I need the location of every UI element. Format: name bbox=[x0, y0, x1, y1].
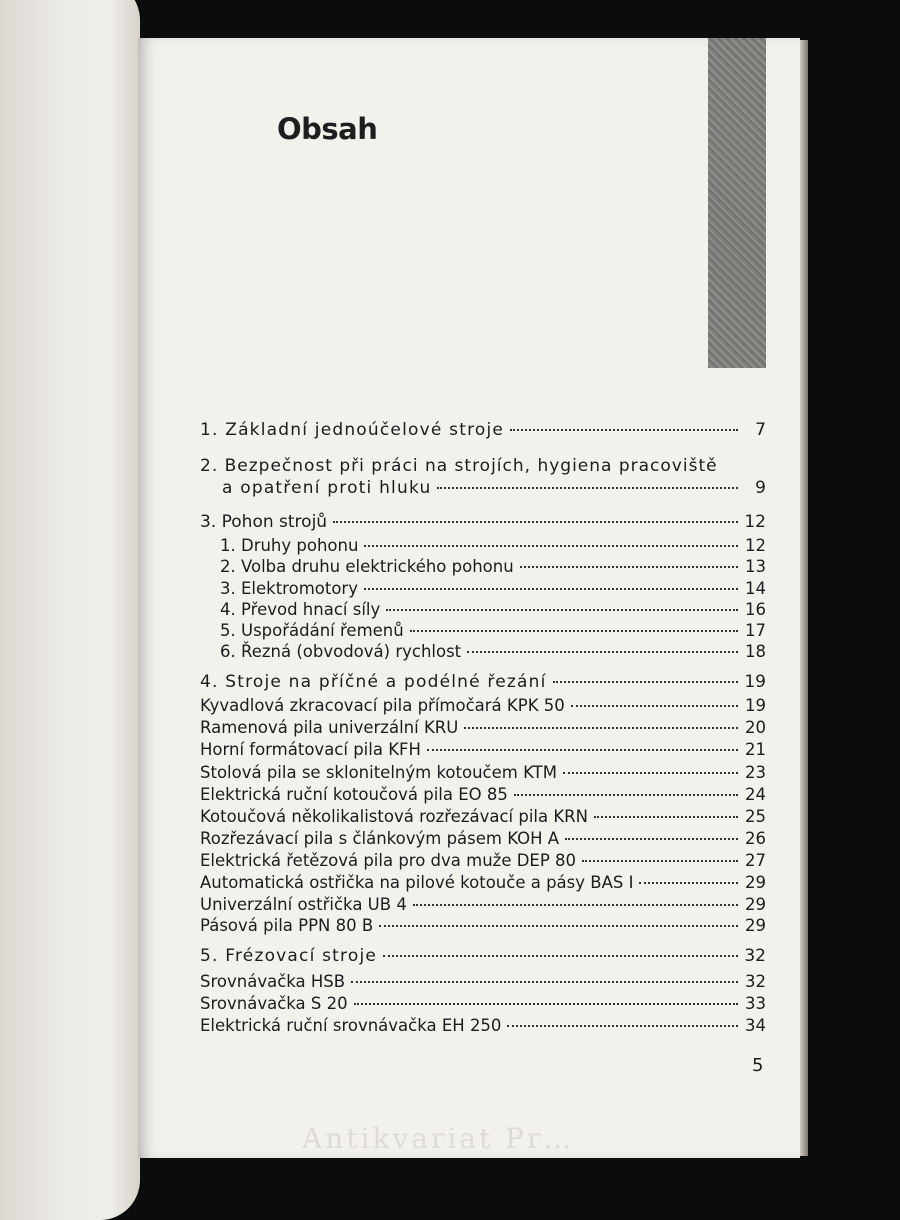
toc-entry-label: Pásová pila PPN 80 B bbox=[200, 916, 374, 935]
toc-entry-page: 27 bbox=[745, 851, 766, 870]
toc-entry[interactable] bbox=[222, 478, 766, 498]
toc-entry-label[interactable]: 2. Bezpečnost při práci na strojích, hygiena pracoviště bbox=[200, 456, 718, 476]
leader-dots bbox=[510, 428, 738, 431]
leader-dots bbox=[386, 608, 738, 611]
toc-entry-label: 5. Frézovací stroje bbox=[200, 946, 378, 966]
toc-entry-label: 6. Řezná (obvodová) rychlost bbox=[220, 642, 462, 661]
thumb-index-tab bbox=[708, 38, 766, 368]
toc-entry-page: 32 bbox=[744, 946, 766, 966]
leader-dots bbox=[514, 793, 738, 796]
toc-entry[interactable] bbox=[200, 420, 766, 440]
toc-entry-label: Horní formátovací pila KFH bbox=[200, 740, 421, 759]
toc-entry-label: Stolová pila se sklonitelným kotoučem KTM bbox=[200, 763, 557, 782]
toc-entry-label: 5. Uspořádání řemenů bbox=[220, 621, 404, 640]
leader-dots bbox=[354, 1002, 738, 1005]
toc-subentry[interactable] bbox=[200, 873, 766, 892]
toc-subentry[interactable] bbox=[200, 807, 766, 826]
toc-subentry[interactable] bbox=[200, 1016, 766, 1035]
toc-entry-page: 23 bbox=[745, 763, 766, 782]
toc-entry-label: Elektrická ruční srovnávačka EH 250 bbox=[200, 1016, 502, 1035]
toc-entry[interactable] bbox=[200, 672, 766, 692]
leader-dots bbox=[364, 544, 738, 547]
page-title: Obsah bbox=[277, 112, 378, 146]
toc-subentry[interactable] bbox=[200, 994, 766, 1013]
toc-entry-label: Rozřezávací pila s článkovým pásem KOH A bbox=[200, 829, 560, 848]
toc-entry-label: Elektrická řetězová pila pro dva muže DEP 80 bbox=[200, 851, 577, 870]
toc-entry-page: 9 bbox=[755, 478, 766, 498]
leader-dots bbox=[437, 486, 738, 489]
toc-subentry[interactable] bbox=[200, 718, 766, 737]
toc-entry[interactable] bbox=[200, 946, 766, 966]
toc-entry-page: 18 bbox=[745, 642, 766, 661]
toc-entry-page: 19 bbox=[744, 672, 766, 692]
toc-entry-page: 26 bbox=[745, 829, 766, 848]
toc-entry-label: Elektrická ruční kotoučová pila EO 85 bbox=[200, 785, 508, 804]
leader-dots bbox=[563, 771, 738, 774]
toc-subentry[interactable] bbox=[200, 763, 766, 782]
toc-entry-label: 3. Elektromotory bbox=[220, 579, 358, 598]
leader-dots bbox=[427, 748, 738, 751]
toc-subentry[interactable] bbox=[200, 895, 766, 914]
toc-entry-label: Srovnávačka HSB bbox=[200, 972, 346, 991]
toc-subentry[interactable] bbox=[200, 916, 766, 935]
toc-entry-page: 13 bbox=[745, 557, 766, 576]
page-edge bbox=[800, 40, 808, 1156]
toc-subentry[interactable] bbox=[220, 536, 766, 555]
leader-dots bbox=[582, 859, 738, 862]
toc-entry-page: 7 bbox=[755, 420, 766, 440]
toc-entry-label: 4. Převod hnací síly bbox=[220, 600, 381, 619]
toc-entry[interactable] bbox=[200, 512, 766, 532]
leader-dots bbox=[464, 726, 738, 729]
toc-entry-label: Kotoučová několikalistová rozřezávací pila KRN bbox=[200, 807, 588, 826]
toc-entry-label: Kyvadlová zkracovací pila přímočará KPK 50 bbox=[200, 696, 565, 715]
toc-entry-label: Srovnávačka S 20 bbox=[200, 994, 348, 1013]
leader-dots bbox=[410, 629, 738, 632]
toc-subentry[interactable] bbox=[200, 829, 766, 848]
toc-subentry[interactable] bbox=[200, 740, 766, 759]
toc-entry-page: 33 bbox=[745, 994, 766, 1013]
page-number: 5 bbox=[752, 1055, 764, 1076]
toc-entry-page: 34 bbox=[745, 1016, 766, 1035]
toc-subentry[interactable] bbox=[220, 642, 766, 661]
toc-entry-label: 2. Volba druhu elektrického pohonu bbox=[220, 557, 514, 576]
leader-dots bbox=[413, 903, 738, 906]
toc-subentry[interactable] bbox=[220, 600, 766, 619]
leader-dots bbox=[333, 520, 738, 523]
leader-dots bbox=[379, 924, 738, 927]
toc-entry-label: 3. Pohon strojů bbox=[200, 512, 328, 532]
toc-entry-label: 1. Základní jednoúčelové stroje bbox=[200, 420, 505, 440]
leader-dots bbox=[571, 704, 738, 707]
leader-dots bbox=[639, 881, 738, 884]
toc-entry-page: 16 bbox=[745, 600, 766, 619]
toc-entry-page: 17 bbox=[745, 621, 766, 640]
leader-dots bbox=[520, 565, 738, 568]
toc-entry-label: Univerzální ostřička UB 4 bbox=[200, 895, 407, 914]
toc-subentry[interactable] bbox=[200, 851, 766, 870]
leader-dots bbox=[467, 650, 738, 653]
leader-dots bbox=[565, 837, 738, 840]
toc-entry-label: a opatření proti hluku bbox=[222, 478, 432, 498]
toc-entry-page: 12 bbox=[745, 536, 766, 555]
toc-entry-label: Automatická ostřička na pilové kotouče a pásy BAS I bbox=[200, 873, 634, 892]
toc-entry-page: 29 bbox=[745, 916, 766, 935]
toc-entry-page: 21 bbox=[745, 740, 766, 759]
toc-entry-page: 20 bbox=[745, 718, 766, 737]
toc-subentry[interactable] bbox=[200, 972, 766, 991]
toc-subentry[interactable] bbox=[220, 557, 766, 576]
toc-entry-label: Ramenová pila univerzální KRU bbox=[200, 718, 459, 737]
toc-entry-page: 29 bbox=[745, 895, 766, 914]
toc-entry-page: 24 bbox=[745, 785, 766, 804]
toc-subentry[interactable] bbox=[200, 785, 766, 804]
toc-entry-page: 12 bbox=[744, 512, 766, 532]
toc-entry-page: 25 bbox=[745, 807, 766, 826]
left-page bbox=[0, 0, 140, 1220]
toc-entry-label: 4. Stroje na příčné a podélné řezání bbox=[200, 672, 547, 692]
leader-dots bbox=[383, 954, 738, 957]
toc-entry-label: 1. Druhy pohonu bbox=[220, 536, 359, 555]
toc-subentry[interactable] bbox=[220, 621, 766, 640]
toc-entry-page: 14 bbox=[745, 579, 766, 598]
leader-dots bbox=[553, 680, 738, 683]
toc-entry-page: 19 bbox=[745, 696, 766, 715]
leader-dots bbox=[364, 587, 738, 590]
toc-subentry[interactable] bbox=[200, 696, 766, 715]
toc-entry-page: 29 bbox=[745, 873, 766, 892]
leader-dots bbox=[507, 1024, 738, 1027]
leader-dots bbox=[594, 815, 738, 818]
toc-subentry[interactable] bbox=[220, 579, 766, 598]
leader-dots bbox=[351, 980, 738, 983]
watermark: Antikvariat Pr… bbox=[302, 1122, 575, 1155]
toc-entry-page: 32 bbox=[745, 972, 766, 991]
